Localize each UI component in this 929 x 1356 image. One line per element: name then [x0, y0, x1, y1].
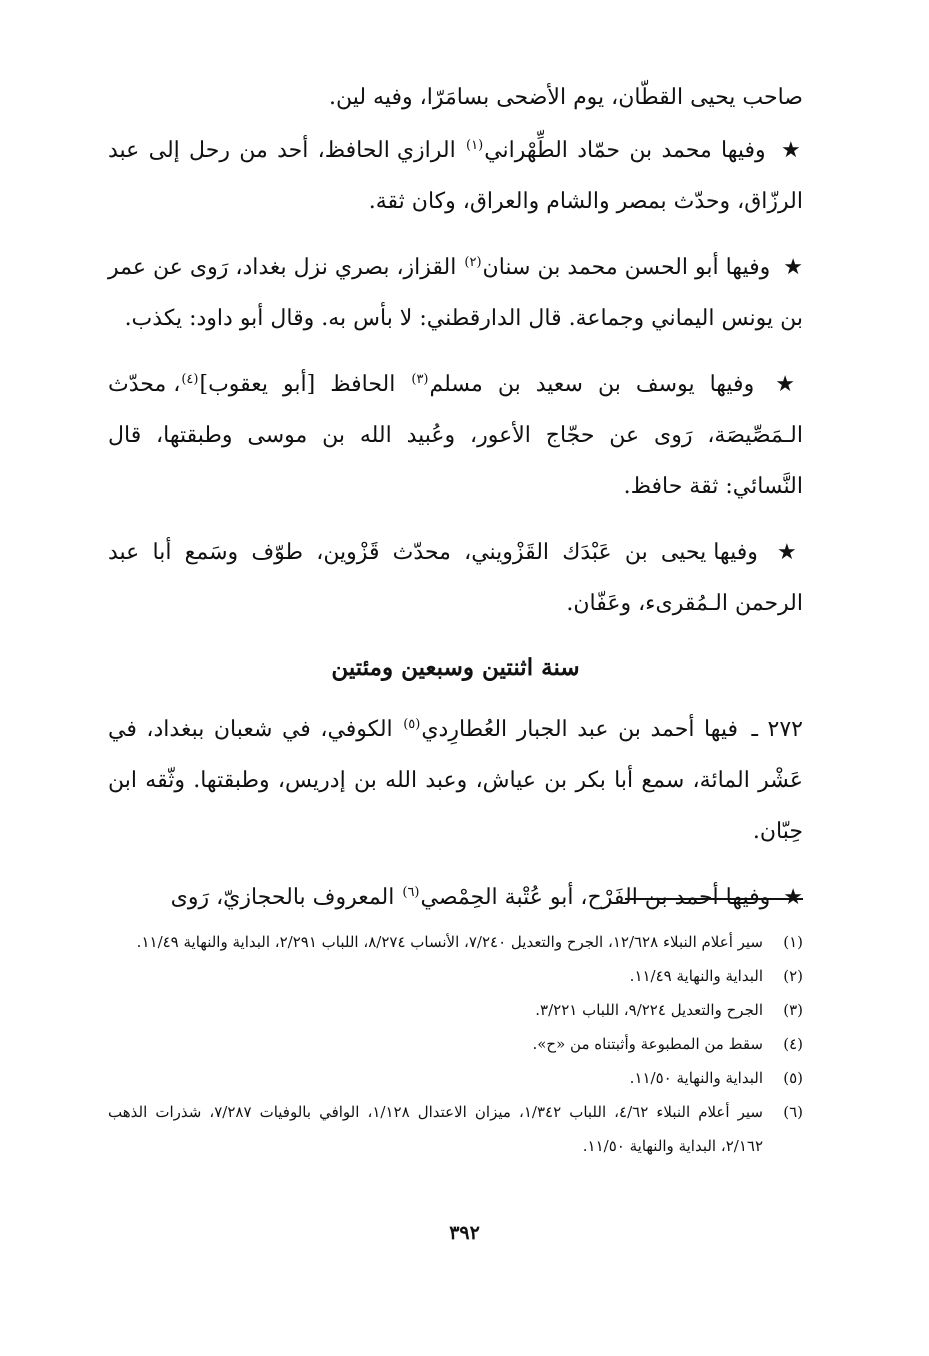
entry-paragraph-qazzaz [108, 242, 803, 344]
footnote [108, 1095, 803, 1163]
footnote-text: البداية والنهاية ١١/٥٠. [629, 1069, 763, 1087]
entry-paragraph-yusuf [108, 359, 803, 512]
entry-paragraph-tihrani [108, 125, 803, 227]
entry-text: الحافظ [أبو يعقوب] [199, 372, 396, 397]
entry-text: فيها أحمد بن عبد الجبار العُطارِدي [421, 717, 738, 742]
footnote-divider [625, 898, 803, 900]
star-icon: ★ [775, 372, 803, 397]
entry-text: وفيها أبو الحسن محمد بن سنان [482, 255, 771, 280]
footnote [108, 1027, 803, 1061]
entry-text: الكوفي، في شعبان ببغداد، في عَشْر المائة، سمع أبا بكر بن عياش، وعبد الله بن إدريس، وطبقتها. وثّقه ابن حِبّان. [108, 717, 803, 844]
entry-text: المعروف بالحجازيّ، رَوى [170, 885, 395, 910]
entry-text: القزاز، بصري نزل بغداد، رَوى عن عمر بن يونس اليماني وجماعة. قال الدارقطني: لا بأس به. وقال أبو داود: يكذب. [108, 255, 803, 331]
entry-paragraph-utaridi [108, 704, 803, 857]
footnote [108, 925, 803, 959]
entry-text: ، محدّث الـمَصِّيصَة، رَوى عن حجّاج الأعور، وعُبيد الله بن موسى وطبقتها، قال النَّسائي: ثقة حافظ. [108, 372, 803, 499]
footnote-number: (١) [783, 933, 803, 951]
footnote-number: (٣) [783, 1001, 803, 1019]
footnote-ref: (٢) [464, 254, 482, 270]
footnote-number: (٤) [783, 1035, 803, 1053]
entry-text: الرازي الحافظ، أحد من رحل إلى عبد الرزّاق، وحدّث بمصر والشام والعراق، وكان ثقة. [108, 138, 803, 214]
section-heading: سنة اثنتين وسبعين ومئتين [331, 654, 580, 681]
entry-text: وفيها أحمد بن الفَرْح، أبو عُتْبة الحِمْصي [420, 885, 771, 910]
footnote-number: (٢) [783, 967, 803, 985]
star-icon: ★ [780, 138, 803, 163]
footnote [108, 993, 803, 1027]
footnote [108, 959, 803, 993]
footnote-text: سقط من المطبوعة وأثبتناه من «ح». [532, 1035, 763, 1053]
footnote-text: البداية والنهاية ١١/٤٩. [629, 967, 763, 985]
footnote-ref: (٥) [403, 716, 421, 732]
footnote-ref: (٣) [411, 371, 429, 387]
star-icon: ★ [777, 540, 803, 565]
entry-text: وفيها محمد بن حمّاد الطِّهْراني [484, 138, 766, 163]
footnote-ref: (١) [466, 137, 484, 153]
footnote-text: سير أعلام النبلاء ٤/٦٢، اللباب ١/٣٤٢، ميزان الاعتدال ١/١٢٨، الوافي بالوفيات ٧/٢٨٧، شذرات الذهب ٢/١٦٢، البداية والنهاية ١١/٥٠. [108, 1103, 763, 1155]
footnote-ref: (٦) [402, 884, 420, 900]
footnote-number: (٥) [783, 1069, 803, 1087]
entry-text: وفيها يحيى بن عَبْدَك القَزْويني، محدّث قَزْوين، طوّف وسَمع أبا عبد الرحمن الـمُقرىء، وعَفّان. [108, 540, 803, 616]
entry-text: وفيها يوسف بن سعيد بن مسلم [429, 372, 755, 397]
footnote-number: (٦) [783, 1103, 803, 1121]
paragraph-continuation [108, 72, 803, 123]
footnote-text: سير أعلام النبلاء ١٢/٦٢٨، الجرح والتعديل ٧/٢٤٠، الأنساب ٨/٢٧٤، اللباب ٢/٢٩١، البداية والنهاية ١١/٤٩. [136, 933, 763, 951]
entry-paragraph-yahya [108, 527, 803, 629]
footnotes [108, 925, 803, 1163]
entry-number: ٢٧٢ ـ [751, 717, 803, 742]
star-icon: ★ [783, 885, 803, 910]
paragraph-text: صاحب يحيى القطّان، يوم الأضحى بسامَرّا، وفيه لين. [328, 85, 803, 110]
footnote-text: الجرح والتعديل ٩/٢٢٤، اللباب ٣/٢٢١. [535, 1001, 763, 1019]
footnote-ref: (٤) [181, 371, 199, 387]
footnote [108, 1061, 803, 1095]
star-icon: ★ [783, 255, 803, 280]
main-text [108, 72, 803, 938]
page-number: ٣٩٢ [449, 1222, 480, 1244]
